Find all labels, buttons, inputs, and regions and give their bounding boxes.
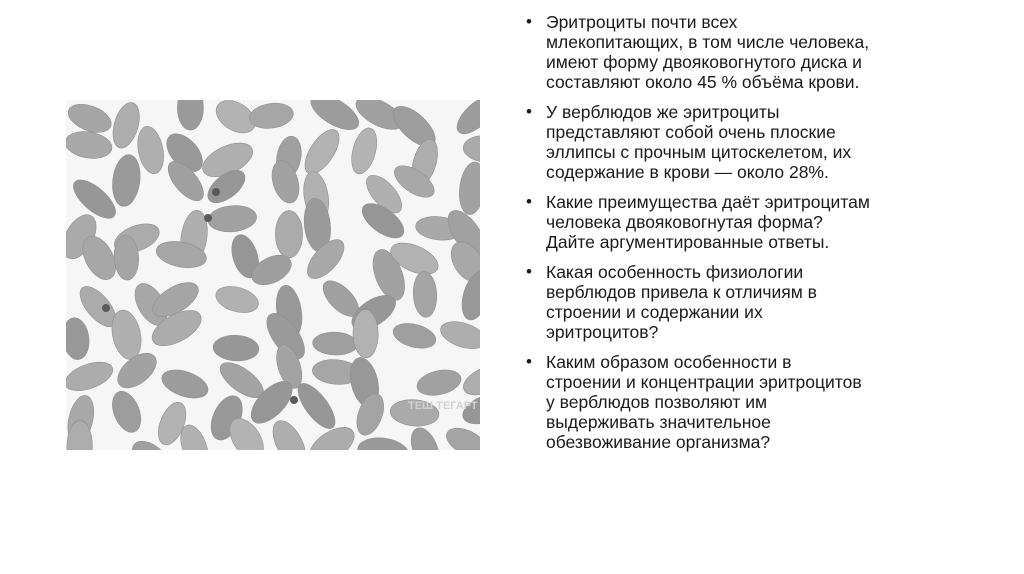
cells-image [66, 100, 480, 450]
bullet-glyph: • [526, 102, 532, 121]
bullet-line: человека двояковогнутая форма? [546, 212, 823, 232]
erythrocyte-cell [212, 334, 259, 362]
erythrocyte-cell [107, 387, 146, 436]
platelet-speck [212, 188, 220, 196]
bullet-line: строении и концентрации эритроцитов [546, 372, 862, 392]
bullet-item [524, 352, 994, 452]
erythrocyte-cell [312, 331, 358, 355]
platelet-speck [102, 304, 110, 312]
bullet-line: Каким образом особенности в [546, 352, 792, 372]
bullet-item [524, 262, 994, 342]
erythrocyte-cell [275, 211, 302, 258]
bullet-line: эритроцитов? [546, 322, 659, 342]
bullet-line: Эритроциты почти всех [546, 12, 738, 32]
erythrocyte-cell [298, 124, 345, 179]
bullet-item [524, 12, 994, 92]
erythrocyte-cell [248, 101, 295, 132]
bullet-glyph: • [526, 192, 532, 211]
erythrocyte-cell [291, 378, 341, 434]
bullet-line: содержание в крови — около 28%. [546, 162, 829, 182]
bullet-line: обезвоживание организма? [546, 432, 771, 452]
bullet-line: Дайте аргументированные ответы. [546, 232, 830, 252]
erythrocyte-cell [213, 282, 262, 317]
erythrocyte-cell [459, 359, 480, 400]
erythrocyte-cell [406, 424, 445, 450]
bullet-line: имеют форму двояковогнутого диска и [546, 52, 862, 72]
erythrocyte-cell [177, 100, 203, 130]
erythrocyte-cell [412, 271, 438, 318]
erythrocyte-cell [457, 161, 480, 216]
bullet-line: у верблюдов позволяют им [546, 392, 768, 412]
erythrocyte-cell [158, 365, 211, 404]
erythrocyte-cell [207, 204, 258, 234]
erythrocyte-cell [347, 125, 381, 176]
erythrocyte-cell [66, 356, 117, 396]
erythrocyte-cell [110, 153, 143, 208]
bullet-line: Какие преимущества даёт эритроцитам [546, 192, 870, 212]
bullet-glyph: • [526, 262, 532, 281]
bullet-list [524, 12, 994, 462]
bullet-item [524, 102, 994, 182]
erythrocyte-cell [266, 415, 312, 450]
bullet-line: выдерживать значительное [546, 412, 771, 432]
erythrocyte-cell [66, 316, 91, 361]
bullet-line: строении и содержании их [546, 302, 763, 322]
erythrocyte-cell [462, 134, 480, 163]
erythrocyte-cell [66, 128, 114, 161]
erythrocyte-cell [451, 100, 480, 140]
erythrocytes-micrograph [66, 100, 480, 450]
bullet-glyph: • [526, 352, 532, 371]
erythrocyte-cell [442, 422, 480, 450]
bullet-line: верблюдов привела к отличиям в [546, 282, 817, 302]
bullet-line: млекопитающих, в том числе человека, [546, 32, 870, 52]
erythrocyte-cell [390, 319, 438, 352]
bullet-line: эллипсы с прочным цитоскелетом, их [546, 142, 852, 162]
erythrocyte-cell [437, 317, 480, 354]
bullet-line: Какая особенность физиологии [546, 262, 804, 282]
platelet-speck [290, 396, 298, 404]
bullet-line: составляют около 45 % объёма крови. [546, 72, 860, 92]
bullet-glyph: • [526, 12, 532, 31]
image-watermark: ТЕШ ТЕГАРТ [408, 400, 478, 412]
erythrocyte-cell [356, 435, 411, 450]
platelet-speck [204, 214, 212, 222]
bullet-line: представляют собой очень плоские [546, 122, 836, 142]
erythrocyte-cell [414, 366, 463, 399]
bullet-line: У верблюдов же эритроциты [546, 102, 780, 122]
bullet-item [524, 192, 994, 252]
